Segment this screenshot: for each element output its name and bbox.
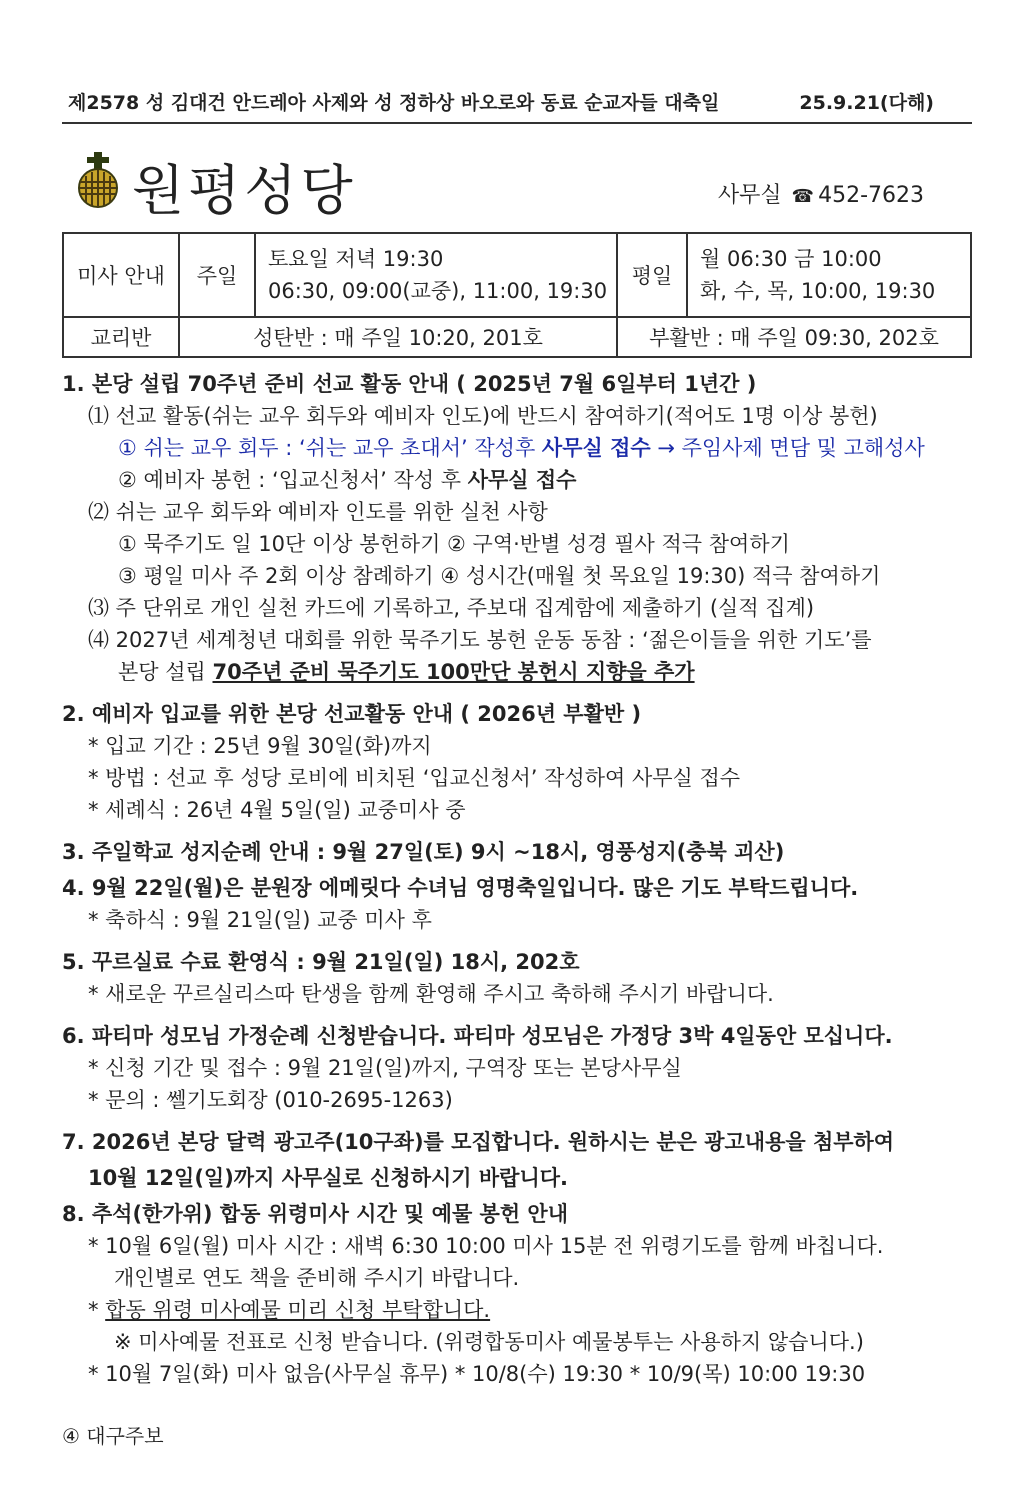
notice-2-item-2: * 방법 : 선교 후 성당 로비에 비치된 ‘입교신청서’ 작성하여 사무실 접수 bbox=[88, 766, 741, 790]
bulletin-header bbox=[62, 84, 972, 124]
easter-class: 부활반 : 매 주일 09:30, 202호 bbox=[617, 317, 971, 357]
weekday-times-line1: 월 06:30 금 10:00 bbox=[700, 247, 882, 271]
notice-2-item-1: * 입교 기간 : 25년 9월 30일(화)까지 bbox=[88, 734, 432, 758]
notice-7-title-line2: 10월 12일(일)까지 사무실로 신청하시기 바랍니다. bbox=[88, 1166, 569, 1190]
sunday-times-line1: 토요일 저녁 19:30 bbox=[268, 247, 444, 271]
weekday-label: 평일 bbox=[617, 233, 687, 317]
notice-5-item-1: * 새로운 꾸르실리스따 탄생을 함께 환영해 주시고 축하해 주시기 바랍니다. bbox=[88, 982, 774, 1006]
notice-8-item-3: ※ 미사예물 전표로 신청 받습니다. (위령합동미사 예물봉투는 사용하지 않습니다.) bbox=[114, 1330, 864, 1354]
notice-8-title: 8. 추석(한가위) 합동 위령미사 시간 및 예물 봉헌 안내 bbox=[62, 1202, 568, 1226]
notice-1-item-1a-rest: → 주임사제 면담 및 고해성사 bbox=[650, 436, 925, 460]
notice-2-item-3: * 세례식 : 26년 4월 5일(일) 교중미사 중 bbox=[88, 798, 466, 822]
notice-2-title: 2. 예비자 입교를 위한 본당 선교활동 안내 ( 2026년 부활반 ) bbox=[62, 702, 642, 726]
notice-8-item-2 bbox=[62, 1294, 962, 1326]
telephone-icon: ☎ bbox=[791, 186, 815, 207]
church-name: 원평성당 bbox=[132, 159, 357, 222]
notice-7-title: 7. 2026년 본당 달력 광고주(10구좌)를 모집합니다. 원하시는 분은 광고내용을 첨부하여 bbox=[62, 1130, 895, 1154]
page-footer: ④ 대구주보 bbox=[62, 1424, 164, 1448]
notice-1-item-1b bbox=[62, 464, 962, 496]
issue-and-feast: 제2578 성 김대건 안드레아 사제와 성 정하상 바오로와 동료 순교자들 대축일 bbox=[68, 92, 720, 114]
notice-8-item-2-star: * bbox=[88, 1298, 106, 1322]
parish-logo-icon bbox=[70, 152, 126, 208]
notice-8-item-1b: 개인별로 연도 책을 준비해 주시기 바랍니다. bbox=[114, 1266, 520, 1290]
notice-8-item-4: * 10월 7일(화) 미사 없음(사무실 휴무) * 10/8(수) 19:30 * 10/9(목) 10:00 19:30 bbox=[88, 1362, 866, 1386]
notice-1-item-2a: ① 묵주기도 일 10단 이상 봉헌하기 ② 구역·반별 성경 필사 적극 참여하기 bbox=[118, 532, 790, 556]
notice-4-item-1: * 축하식 : 9월 21일(일) 교중 미사 후 bbox=[88, 908, 432, 932]
notice-1-item-1a-text: ① 쉬는 교우 회두 : ‘쉬는 교우 초대서’ 작성후 bbox=[118, 436, 542, 460]
catechism-label: 교리반 bbox=[63, 317, 179, 357]
weekday-times-line2: 화, 수, 목, 10:00, 19:30 bbox=[700, 279, 936, 303]
notice-4-title: 4. 9월 22일(월)은 분원장 에메릿다 수녀님 영명축일입니다. 많은 기도 부탁드립니다. bbox=[62, 876, 859, 900]
notice-1-item-4b-bold: 70주년 준비 묵주기도 100만단 봉헌시 지향을 추가 bbox=[212, 660, 695, 684]
sunday-times-line2: 06:30, 09:00(교중), 11:00, 19:30 bbox=[268, 279, 608, 303]
notice-6-item-2: * 문의 : 쎌기도회장 (010-2695-1263) bbox=[88, 1088, 453, 1112]
office-phone: 452-7623 bbox=[818, 183, 924, 208]
mass-schedule-table bbox=[62, 232, 972, 358]
sunday-times bbox=[255, 233, 617, 317]
notice-1-item-2: ⑵ 쉬는 교우 회두와 예비자 인도를 위한 실천 사항 bbox=[88, 500, 548, 524]
notice-1-item-1b-bold: 사무실 접수 bbox=[467, 468, 577, 492]
notices bbox=[62, 368, 962, 1390]
notice-1-item-3: ⑶ 주 단위로 개인 실천 카드에 기록하고, 주보대 집계함에 제출하기 (실적 집계) bbox=[88, 596, 815, 620]
notice-6-title: 6. 파티마 성모님 가정순례 신청받습니다. 파티마 성모님은 가정당 3박 4일동안 모십니다. bbox=[62, 1024, 893, 1048]
notice-6-item-1: * 신청 기간 및 접수 : 9월 21일(일)까지, 구역장 또는 본당사무실 bbox=[88, 1056, 682, 1080]
notice-1-item-4: ⑷ 2027년 세계청년 대회를 위한 묵주기도 봉헌 운동 동참 : ‘젊은이들을 위한 기도’를 bbox=[88, 628, 872, 652]
notice-1-item-1a bbox=[62, 432, 962, 464]
office-label: 사무실 bbox=[717, 183, 782, 208]
notice-8-item-2-text: 합동 위령 미사예물 미리 신청 부탁합니다. bbox=[105, 1298, 491, 1322]
issue-date: 25.9.21(다해) bbox=[799, 92, 934, 114]
weekday-times bbox=[687, 233, 971, 317]
notice-1-title: 1. 본당 설립 70주년 준비 선교 활동 안내 ( 2025년 7월 6일부터 1년간 ) bbox=[62, 372, 757, 396]
notice-1-item-1: ⑴ 선교 활동(쉬는 교우 회두와 예비자 인도)에 반드시 참여하기(적어도 1명 이상 봉헌) bbox=[88, 404, 878, 428]
notice-3-title: 3. 주일학교 성지순례 안내 : 9월 27일(토) 9시 ~18시, 영풍성지(충북 괴산) bbox=[62, 840, 785, 864]
notice-1-item-4b bbox=[62, 656, 962, 688]
notice-8-item-1: * 10월 6일(월) 미사 시간 : 새벽 6:30 10:00 미사 15분 전 위령기도를 함께 바칩니다. bbox=[88, 1234, 884, 1258]
notice-1-item-2b: ③ 평일 미사 주 2회 이상 참례하기 ④ 성시간(매월 첫 목요일 19:30) 적극 참여하기 bbox=[118, 564, 881, 588]
sunday-label: 주일 bbox=[179, 233, 255, 317]
mass-label: 미사 안내 bbox=[63, 233, 179, 317]
office-contact bbox=[718, 178, 924, 209]
notice-1-item-1b-text: ② 예비자 봉헌 : ‘입교신청서’ 작성 후 bbox=[118, 468, 468, 492]
notice-1-item-4b-text: 본당 설립 bbox=[118, 660, 213, 684]
christmas-class: 성탄반 : 매 주일 10:20, 201호 bbox=[179, 317, 617, 357]
notice-1-item-1a-bold: 사무실 접수 bbox=[541, 436, 651, 460]
notice-5-title: 5. 꾸르실료 수료 환영식 : 9월 21일(일) 18시, 202호 bbox=[62, 950, 580, 974]
